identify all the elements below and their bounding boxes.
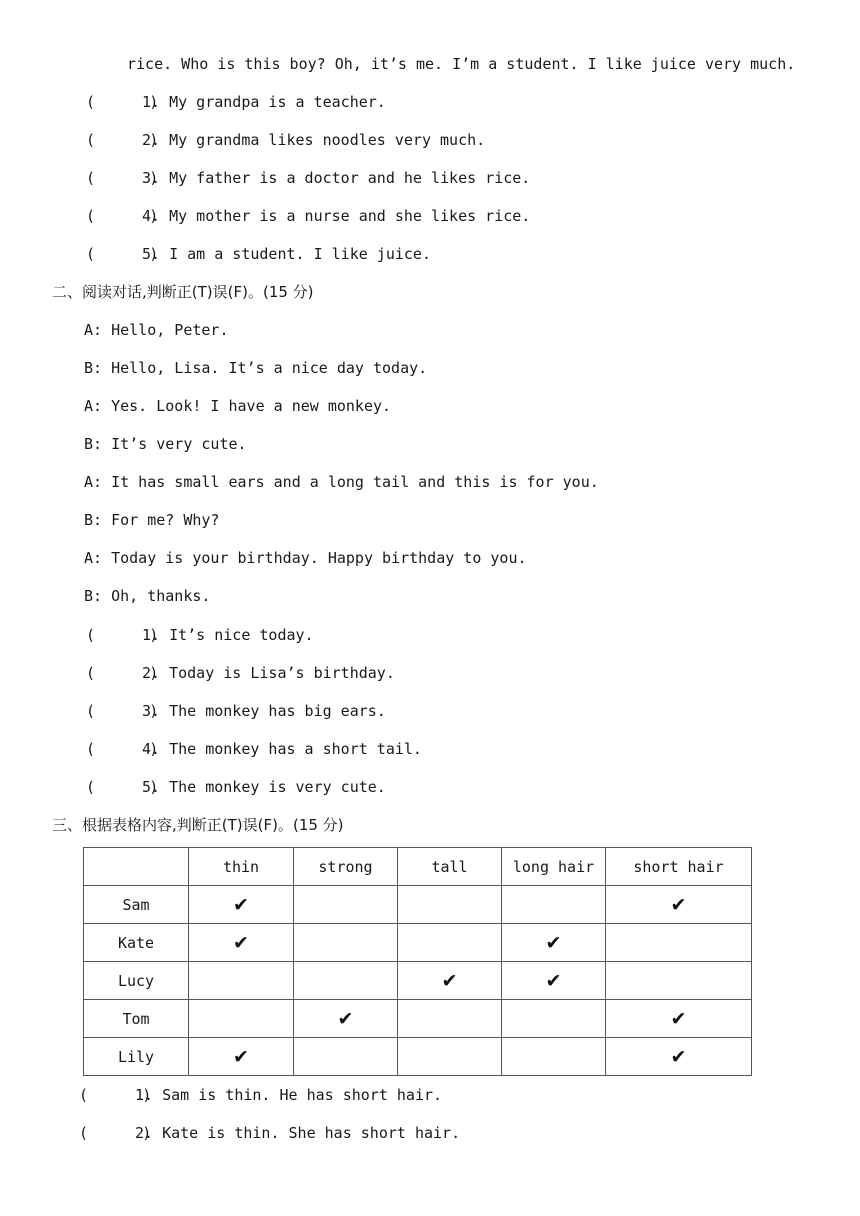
- dialogue-line: B: For me? Why?: [84, 511, 220, 529]
- s3-question-1: [79, 1085, 442, 1105]
- check-mark-icon: ✔: [670, 1045, 687, 1068]
- row-name-cell: Lucy: [84, 962, 189, 1000]
- dialogue-line: A: Hello, Peter.: [84, 321, 229, 339]
- s1-question-3: [86, 168, 530, 188]
- s1-question-4: [86, 206, 530, 226]
- dialogue-line: A: Today is your birthday. Happy birthday to you.: [84, 549, 527, 567]
- cell-thin: [189, 962, 294, 1000]
- cell-thin: [189, 1000, 294, 1038]
- header-cell: short hair: [606, 848, 752, 886]
- cell-strong: [294, 962, 398, 1000]
- cell-thin: [189, 924, 294, 962]
- section-2-heading: 二、阅读对话,判断正(T)误(F)。(15 分): [52, 283, 314, 301]
- cell-tall: [398, 924, 502, 962]
- check-mark-icon: ✔: [233, 1045, 249, 1068]
- check-mark-icon: ✔: [670, 1007, 687, 1030]
- s2-question-5: [86, 777, 386, 797]
- question-text: 1. My grandpa is a teacher.: [142, 93, 386, 111]
- cell-tall: [398, 962, 502, 1000]
- answer-blank[interactable]: ( ): [86, 93, 159, 111]
- cell-long-hair: [502, 924, 606, 962]
- cell-thin: [189, 886, 294, 924]
- cell-strong: [294, 1038, 398, 1076]
- cell-short-hair: [606, 1038, 752, 1076]
- s1-question-2: [86, 130, 485, 150]
- cell-long-hair: [502, 886, 606, 924]
- header-cell: [84, 848, 189, 886]
- question-text: 1. Sam is thin. He has short hair.: [135, 1086, 443, 1104]
- cell-tall: [398, 1000, 502, 1038]
- table-row: [84, 886, 752, 924]
- table-header-row: [84, 848, 752, 886]
- cell-long-hair: [502, 1000, 606, 1038]
- question-text: 2. Kate is thin. She has short hair.: [135, 1124, 461, 1142]
- cell-short-hair: [606, 962, 752, 1000]
- cell-short-hair: [606, 886, 752, 924]
- check-mark-icon: ✔: [441, 969, 458, 992]
- header-cell: strong: [294, 848, 398, 886]
- s2-question-3: [86, 701, 386, 721]
- cell-long-hair: [502, 1038, 606, 1076]
- dialogue-line: A: Yes. Look! I have a new monkey.: [84, 397, 392, 415]
- header-cell: long hair: [502, 848, 606, 886]
- cell-strong: [294, 1000, 398, 1038]
- traits-table: [83, 847, 752, 1076]
- answer-blank[interactable]: ( ): [79, 1086, 152, 1104]
- row-name-cell: Kate: [84, 924, 189, 962]
- cell-short-hair: [606, 924, 752, 962]
- answer-blank[interactable]: ( ): [86, 131, 159, 149]
- answer-blank[interactable]: ( ): [86, 626, 159, 644]
- check-mark-icon: ✔: [233, 931, 249, 954]
- cell-short-hair: [606, 1000, 752, 1038]
- table-row: [84, 924, 752, 962]
- s3-question-2: [79, 1123, 460, 1143]
- cell-thin: [189, 1038, 294, 1076]
- check-mark-icon: ✔: [233, 893, 249, 916]
- dialogue-line: A: It has small ears and a long tail and this is for you.: [84, 473, 599, 491]
- table-row: [84, 962, 752, 1000]
- cell-tall: [398, 1038, 502, 1076]
- answer-blank[interactable]: ( ): [79, 1124, 152, 1142]
- answer-blank[interactable]: ( ): [86, 245, 159, 263]
- cell-strong: [294, 924, 398, 962]
- header-cell: thin: [189, 848, 294, 886]
- check-mark-icon: ✔: [545, 931, 562, 954]
- row-name-cell: Sam: [84, 886, 189, 924]
- question-text: 3. My father is a doctor and he likes rice.: [142, 169, 531, 187]
- answer-blank[interactable]: ( ): [86, 740, 159, 758]
- cell-long-hair: [502, 962, 606, 1000]
- s2-question-4: [86, 739, 422, 759]
- table-row: [84, 1000, 752, 1038]
- question-text: 5. The monkey is very cute.: [142, 778, 386, 796]
- answer-blank[interactable]: ( ): [86, 207, 159, 225]
- s1-question-1: [86, 92, 386, 112]
- header-cell: tall: [398, 848, 502, 886]
- reading-passage-tail: rice. Who is this boy? Oh, it’s me. I’m a student. I like juice very much.: [127, 55, 796, 73]
- cell-strong: [294, 886, 398, 924]
- answer-blank[interactable]: ( ): [86, 702, 159, 720]
- answer-blank[interactable]: ( ): [86, 778, 159, 796]
- check-mark-icon: ✔: [670, 893, 687, 916]
- dialogue-line: B: Oh, thanks.: [84, 587, 211, 605]
- s2-question-1: [86, 625, 314, 645]
- s1-question-5: [86, 244, 431, 264]
- answer-blank[interactable]: ( ): [86, 664, 159, 682]
- dialogue-line: B: It’s very cute.: [84, 435, 247, 453]
- table-row: [84, 1038, 752, 1076]
- check-mark-icon: ✔: [545, 969, 562, 992]
- question-text: 3. The monkey has big ears.: [142, 702, 386, 720]
- question-text: 1. It’s nice today.: [142, 626, 314, 644]
- dialogue-line: B: Hello, Lisa. It’s a nice day today.: [84, 359, 428, 377]
- cell-tall: [398, 886, 502, 924]
- question-text: 2. My grandma likes noodles very much.: [142, 131, 486, 149]
- section-3-heading: 三、根据表格内容,判断正(T)误(F)。(15 分): [52, 816, 344, 834]
- check-mark-icon: ✔: [337, 1007, 354, 1030]
- row-name-cell: Tom: [84, 1000, 189, 1038]
- question-text: 4. My mother is a nurse and she likes rice.: [142, 207, 531, 225]
- s2-question-2: [86, 663, 395, 683]
- row-name-cell: Lily: [84, 1038, 189, 1076]
- question-text: 4. The monkey has a short tail.: [142, 740, 422, 758]
- question-text: 2. Today is Lisa’s birthday.: [142, 664, 395, 682]
- answer-blank[interactable]: ( ): [86, 169, 159, 187]
- question-text: 5. I am a student. I like juice.: [142, 245, 431, 263]
